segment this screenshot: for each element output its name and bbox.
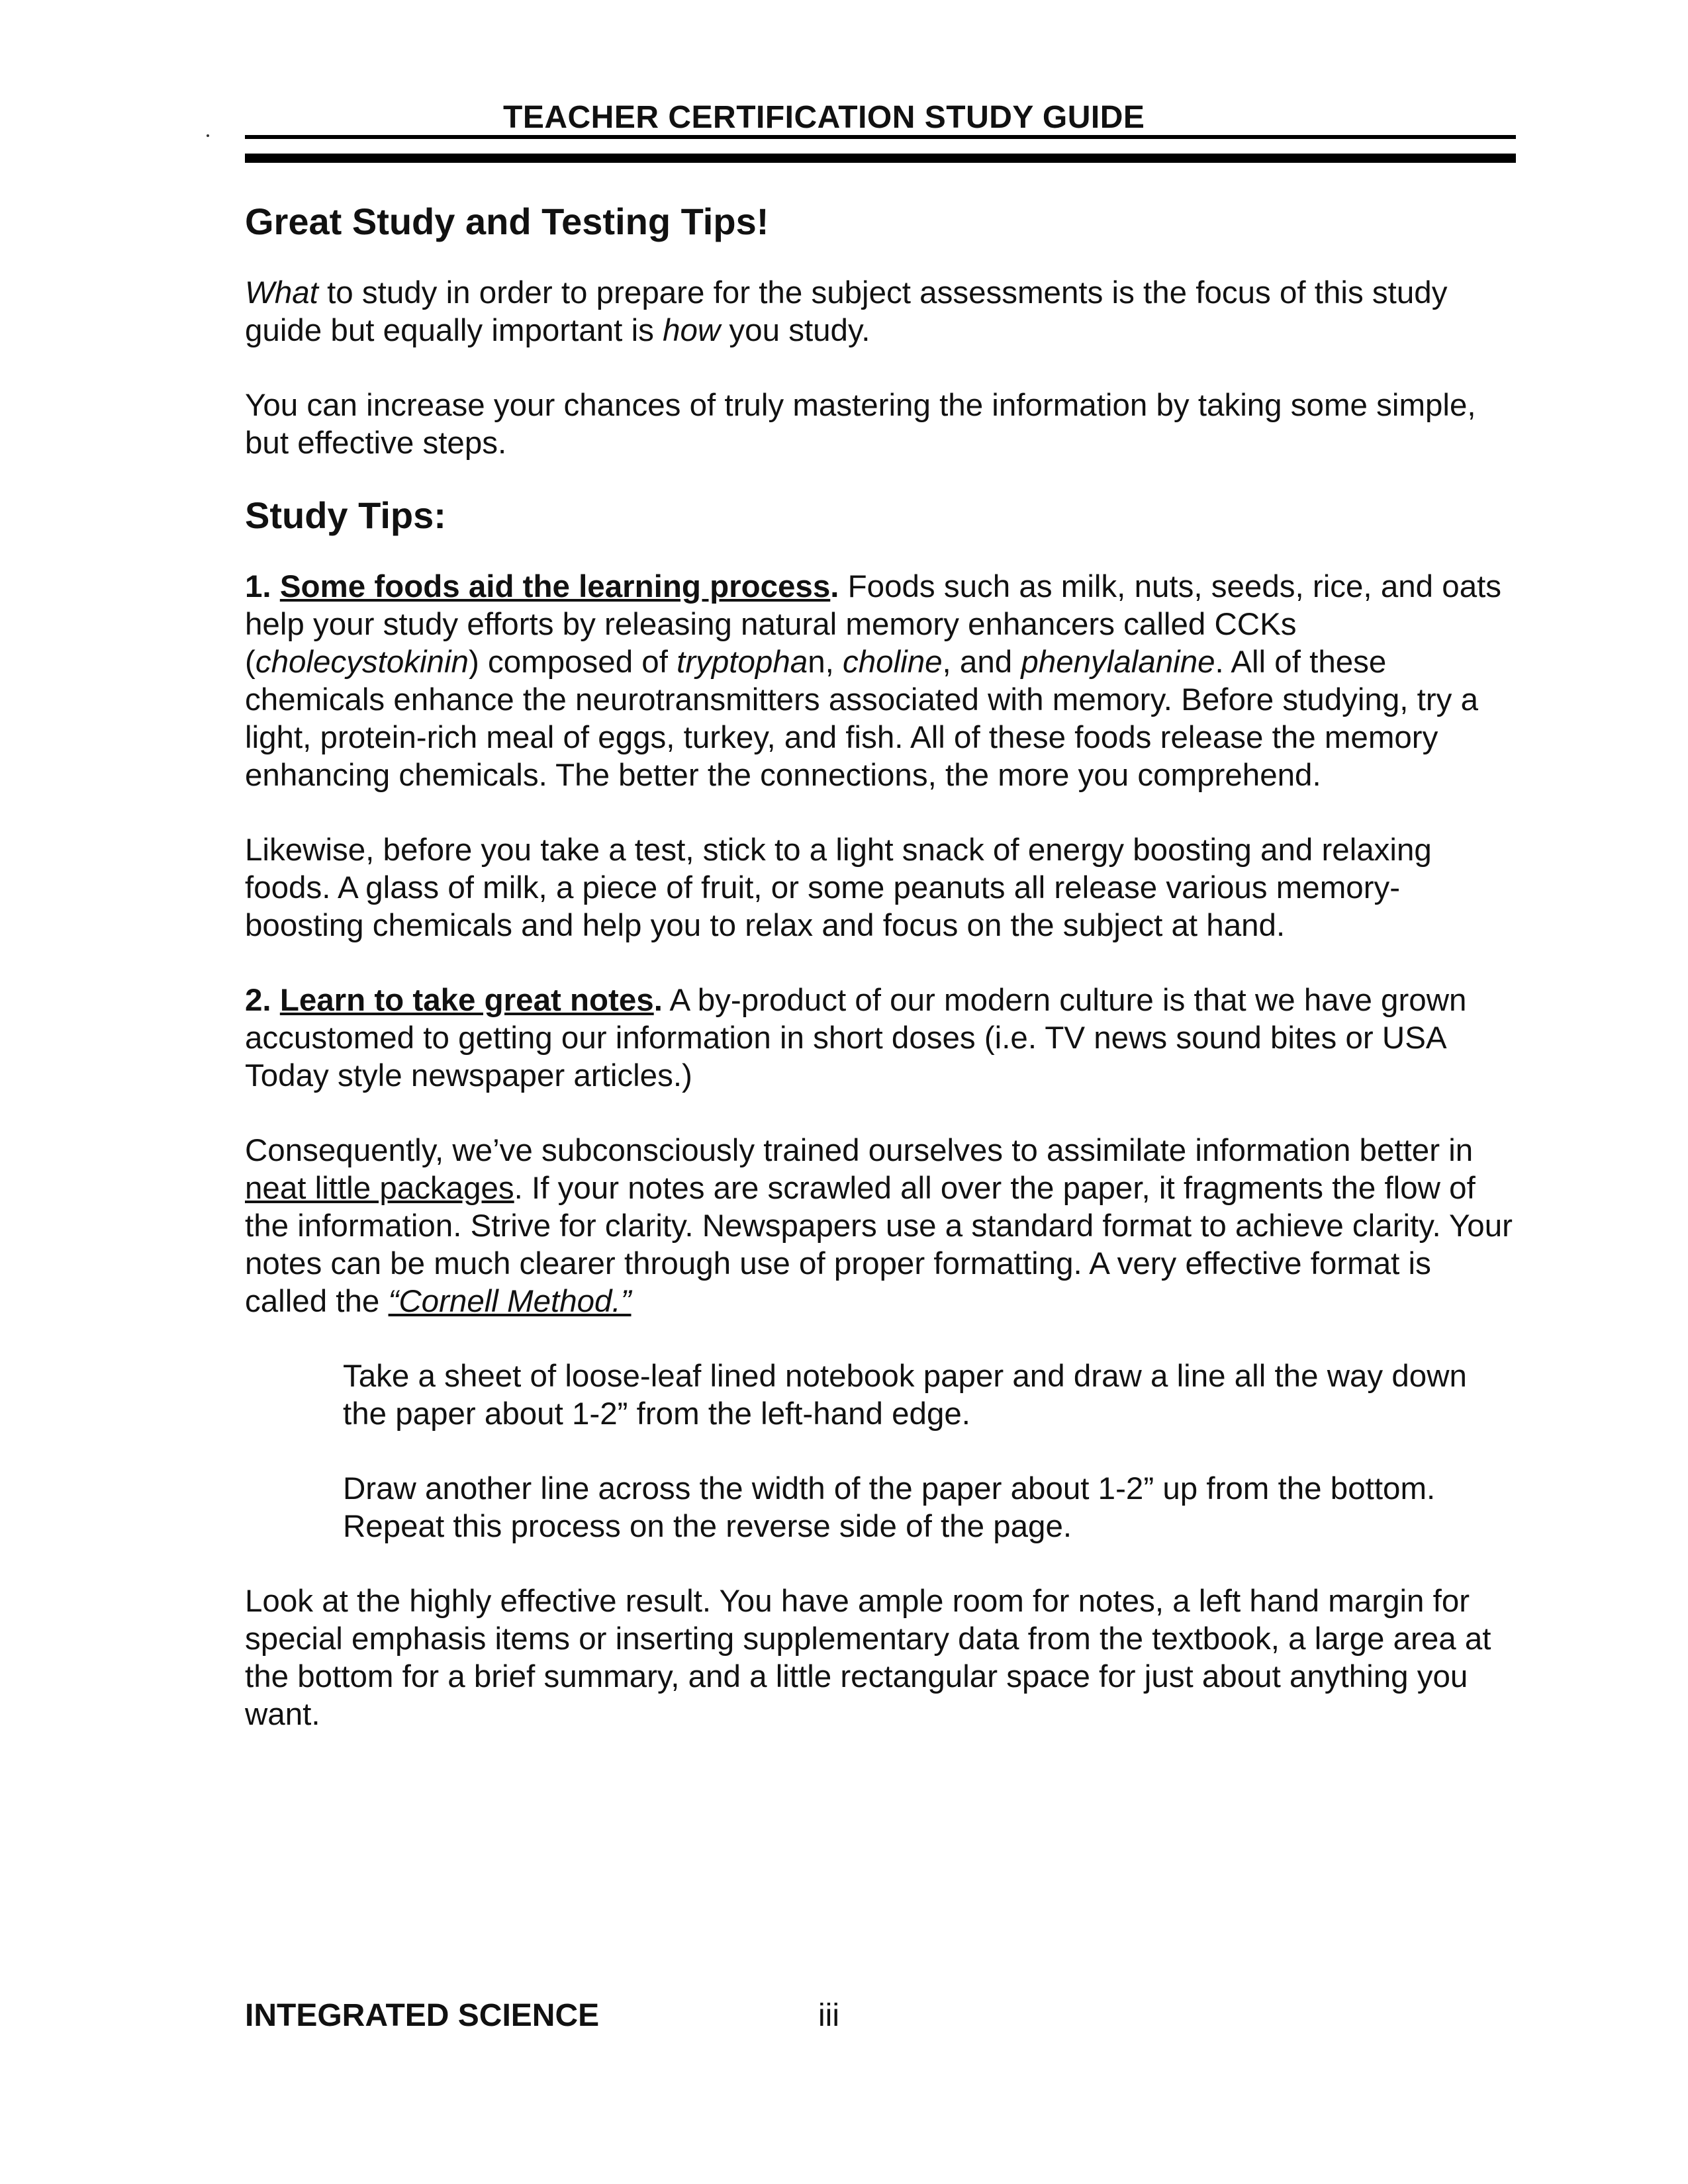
tip-2-number: 2.	[245, 983, 280, 1018]
footer-page-number: iii	[818, 1998, 839, 2033]
term-cholecystokinin: cholecystokinin	[255, 645, 469, 680]
cornell-method-term: “Cornell Method.”	[388, 1284, 632, 1319]
tip-2-text-1: A by-product of our modern culture is that we have grown accustomed to getting our information in short doses (i.e. TV news sound bites or USA Today style newspaper articles.)	[245, 983, 1467, 1093]
tip-2-paragraph-3: Look at the highly effective result. You have ample room for notes, a left hand margin for special emphasis items or inserting supplementary data from the textbook, a large area at the bottom for a brief summary, and a little rectangular space for just about anything you want.	[245, 1584, 1491, 1732]
study-tips-heading: Study Tips:	[245, 494, 446, 536]
intro-paragraph-2: You can increase your chances of truly mastering the information by taking some simple, but effective steps.	[245, 388, 1476, 461]
tip-1-title: Some foods aid the learning process	[279, 569, 831, 604]
tip-1-text-4: , and	[942, 645, 1021, 680]
tip-1-paragraph-2: Likewise, before you take a test, stick to a light snack of energy boosting and relaxing foods. A glass of milk, a piece of fruit, or some peanuts all release various memory-boosting chemicals and help you to relax and focus on the subject at hand.	[245, 833, 1432, 943]
term-phenylalanine: phenylalanine	[1021, 645, 1215, 680]
tip-2-title-period: .	[653, 983, 663, 1018]
emphasis-what: What	[245, 275, 318, 310]
page-header-title: TEACHER CERTIFICATION STUDY GUIDE	[503, 100, 1145, 135]
term-tryptophan: tryptopha	[677, 645, 808, 680]
header-rule-thin	[245, 135, 1516, 139]
tip-2-text-2b: . If your notes are scrawled all over the paper, it fragments the flow of the information. Strive for clarity. Newspapers use a standard format to achieve clarity. Your notes can be much clearer through use of proper formatting. A very effective format is called the	[245, 1171, 1513, 1319]
tip-1-text-5: . All of these chemicals enhance the neurotransmitters associated with memory. Before studying, try a light, protein-rich meal of eggs, turkey, and fish. All of these foods release the memory enhancing chemicals. The better the connections, the more you comprehend.	[245, 645, 1479, 793]
footer-subject: INTEGRATED SCIENCE	[245, 1998, 600, 2033]
tip-1-title-period: .	[830, 569, 839, 604]
header-rule-thick	[245, 154, 1516, 163]
cornell-step-2: Draw another line across the width of the paper about 1-2” up from the bottom. Repeat this process on the reverse side of the page.	[343, 1471, 1436, 1544]
tip-2-title: Learn to take great notes	[279, 983, 654, 1018]
term-choline: choline	[843, 645, 943, 680]
tip-2-paragraph	[245, 981, 1516, 1095]
tip-2-text-2a: Consequently, we’ve subconsciously trained ourselves to assimilate information better in	[245, 1133, 1474, 1168]
tip-1-text-1: Foods such as milk, nuts, seeds, rice, and oats help your study efforts by releasing natural memory enhancers called CCKs (	[245, 569, 1502, 680]
intro-paragraph-1	[245, 274, 1516, 349]
emphasis-how: how	[663, 313, 721, 348]
tip-1-text-3: n,	[808, 645, 843, 680]
tip-1-paragraph	[245, 568, 1516, 794]
cornell-step-1: Take a sheet of loose-leaf lined notebook paper and draw a line all the way down the paper about 1-2” from the left-hand edge.	[343, 1359, 1467, 1432]
tip-2-paragraph-2	[245, 1132, 1516, 1320]
stray-mark	[207, 134, 209, 137]
intro-text-a: to study in order to prepare for the subject assessments is the focus of this study guide but equally important is	[245, 275, 1448, 348]
page-body	[245, 199, 1516, 1733]
neat-little-packages: neat little packages	[245, 1171, 514, 1206]
tip-1-number: 1.	[245, 569, 280, 604]
intro-text-b: you study.	[720, 313, 870, 348]
tip-1-text-2: ) composed of	[468, 645, 677, 680]
main-heading: Great Study and Testing Tips!	[245, 201, 769, 242]
